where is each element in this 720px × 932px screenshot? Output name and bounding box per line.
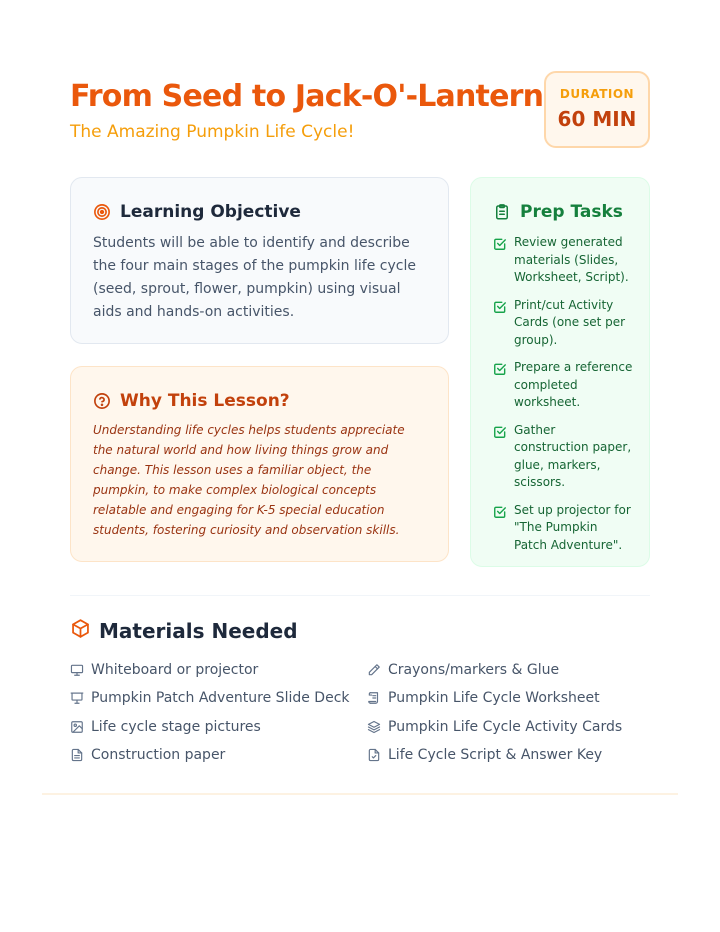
- monitor-icon: [70, 663, 84, 677]
- material-label: Crayons/markers & Glue: [388, 662, 560, 679]
- prep-task-item: [493, 422, 633, 492]
- prep-task-text: Prepare a reference completed worksheet.: [514, 360, 633, 409]
- learning-objective-title: Learning Objective: [120, 202, 301, 222]
- prep-tasks-header: [493, 200, 633, 224]
- prep-tasks-list: [493, 234, 633, 554]
- prep-task-item: [493, 234, 633, 287]
- prep-task-text: Print/cut Activity Cards (one set per group).: [514, 297, 626, 347]
- target-icon: [93, 203, 111, 221]
- duration-label: DURATION: [559, 87, 635, 101]
- why-lesson-card: [70, 366, 449, 562]
- checkbox-checked-icon: [493, 236, 507, 250]
- duration-badge: [544, 71, 650, 148]
- material-label: Whiteboard or projector: [91, 662, 259, 679]
- materials-header: [70, 618, 298, 643]
- section-divider: [70, 595, 650, 596]
- checkbox-checked-icon: [493, 504, 507, 518]
- page-subtitle: The Amazing Pumpkin Life Cycle!: [70, 122, 355, 142]
- box-icon: [70, 618, 91, 643]
- material-item: [367, 713, 650, 741]
- material-item: [70, 741, 367, 769]
- file-text-icon: [70, 748, 84, 762]
- material-label: Pumpkin Life Cycle Activity Cards: [388, 718, 623, 735]
- material-item: [367, 741, 650, 769]
- checkbox-checked-icon: [493, 299, 507, 313]
- image-icon: [70, 720, 84, 734]
- question-circle-icon: [93, 392, 111, 410]
- materials-title: Materials Needed: [99, 618, 298, 643]
- prep-task-text: Gather construction paper, glue, markers, scissors.: [514, 422, 632, 489]
- material-label: Pumpkin Life Cycle Worksheet: [388, 690, 600, 707]
- material-item: [70, 656, 367, 684]
- materials-list: [70, 656, 650, 769]
- why-lesson-header: [93, 389, 426, 413]
- material-label: Life cycle stage pictures: [91, 718, 261, 735]
- material-label: Life Cycle Script & Answer Key: [388, 747, 603, 764]
- why-lesson-text: Understanding life cycles helps students appreciate the natural world and how living things grow and change. This lesson uses a familiar object, the pumpkin, to make complex biological concepts relatable and engaging for K-5 special education students, fostering curiosity and observation skills.: [93, 423, 405, 537]
- prep-task-text: Review generated materials (Slides, Worksheet, Script).: [514, 235, 629, 284]
- material-item: [70, 713, 367, 741]
- material-item: [367, 684, 650, 712]
- footer-divider: [42, 793, 678, 795]
- prep-task-item: [493, 297, 633, 350]
- material-item: [367, 656, 650, 684]
- learning-objective-header: [93, 200, 426, 224]
- prep-tasks-title: Prep Tasks: [520, 202, 623, 222]
- learning-objective-text: Students will be able to identify and describe the four main stages of the pumpkin life cycle (seed, sprout, flower, pumpkin) using visual aids and hands-on activities.: [93, 235, 416, 320]
- presentation-icon: [70, 691, 84, 705]
- checkbox-checked-icon: [493, 361, 507, 375]
- learning-objective-card: [70, 177, 449, 344]
- page-title: From Seed to Jack-O'-Lantern: [70, 79, 544, 114]
- layers-icon: [367, 720, 381, 734]
- pencil-icon: [367, 663, 381, 677]
- checkbox-checked-icon: [493, 424, 507, 438]
- material-label: Construction paper: [91, 747, 226, 764]
- file-check-icon: [367, 748, 381, 762]
- why-lesson-title: Why This Lesson?: [120, 391, 290, 411]
- prep-task-item: [493, 359, 633, 412]
- material-label: Pumpkin Patch Adventure Slide Deck: [91, 690, 350, 707]
- prep-task-item: [493, 502, 633, 555]
- duration-value: 60 MIN: [557, 107, 637, 131]
- clipboard-icon: [493, 203, 511, 221]
- material-item: [70, 684, 367, 712]
- scroll-icon: [367, 691, 381, 705]
- prep-task-text: Set up projector for "The Pumpkin Patch Adventure".: [514, 502, 631, 552]
- prep-tasks-card: [470, 177, 650, 567]
